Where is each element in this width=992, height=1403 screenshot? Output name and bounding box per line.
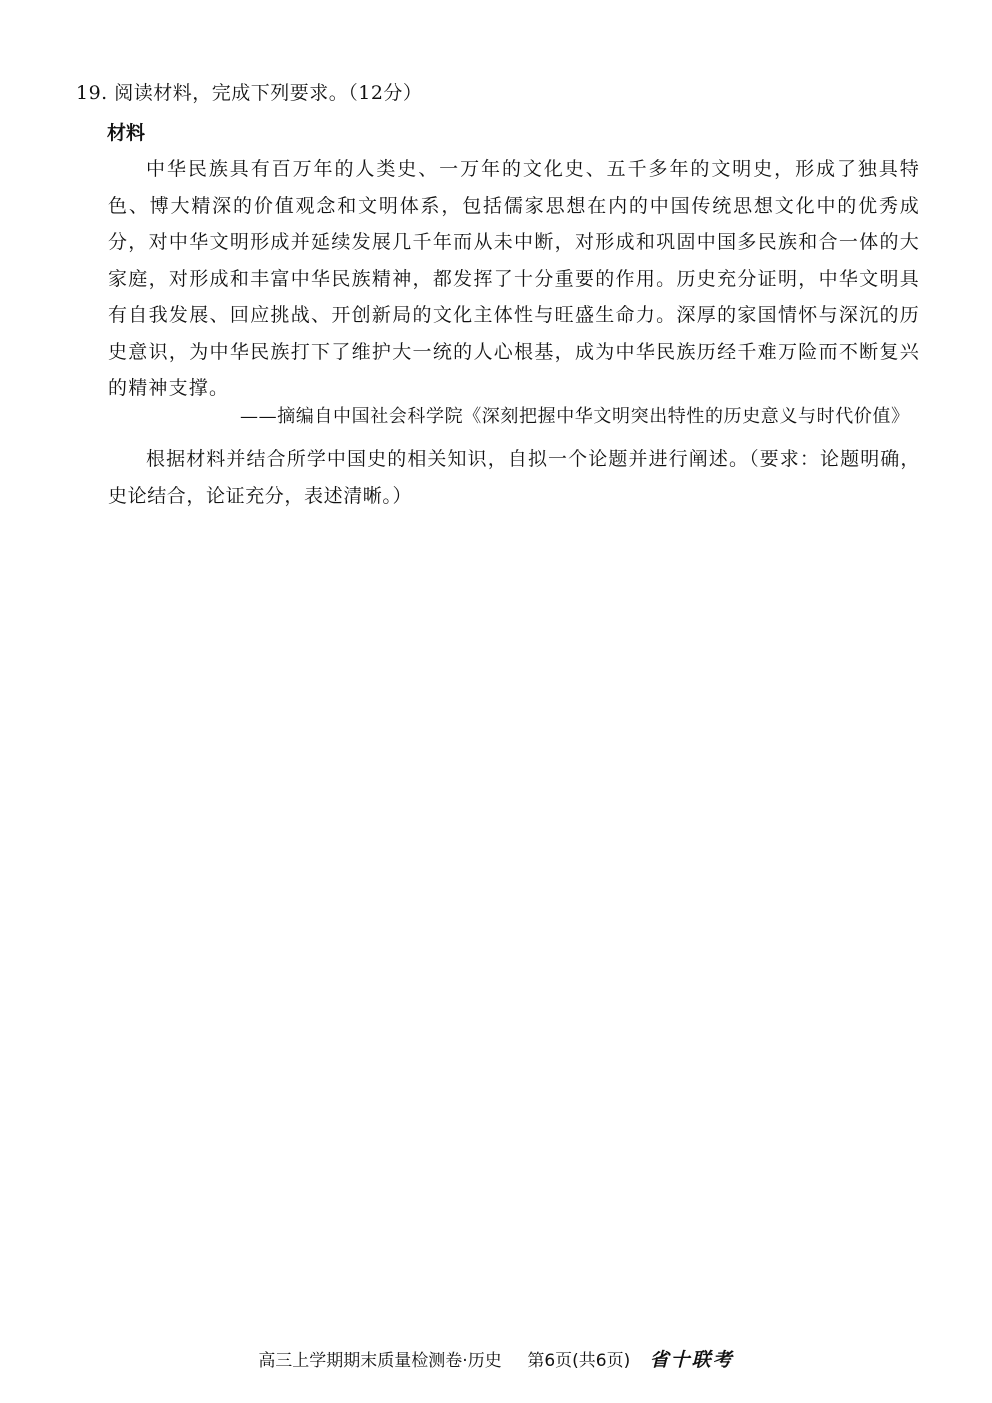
material-paragraph: 中华民族具有百万年的人类史、一万年的文化史、五千多年的文明史，形成了独具特色、博大精深的价值观念和文明体系，包括儒家思想在内的中国传统思想文化中的优秀成分，对中华文明形成并延续发展几千年而从未中断，对形成和巩固中国多民族和合一体的大家庭，对形成和丰富中华民族精神，都发挥了十分重要的作用。历史充分证明，中华文明具有自我发展、回应挑战、开创新局的文化主体性与旺盛生命力。深厚的家国情怀与深沉的历史意识，为中华民族打下了维护大一统的人心根基，成为中华民族历经千难万险而不断复兴的精神支撑。: [108, 158, 920, 399]
material-source: ——摘编自中国社会科学院《深刻把握中华文明突出特性的历史意义与时代价值》: [240, 406, 910, 427]
page-number: 第6页(共6页): [527, 1351, 631, 1371]
page-footer: [0, 1345, 992, 1372]
material-label: 材料: [107, 122, 146, 144]
exam-name: 高三上学期期末质量检测卷·历史: [258, 1351, 502, 1371]
footer-spacer: [509, 1351, 520, 1371]
question-title: 19. 阅读材料，完成下列要求。（12分）: [76, 82, 423, 104]
brand-name: 省十联考: [649, 1349, 734, 1371]
task-instruction: 根据材料并结合所学中国史的相关知识，自拟一个论题并进行阐述。（要求：论题明确，史论结合，论证充分，表述清晰。）: [108, 448, 920, 507]
